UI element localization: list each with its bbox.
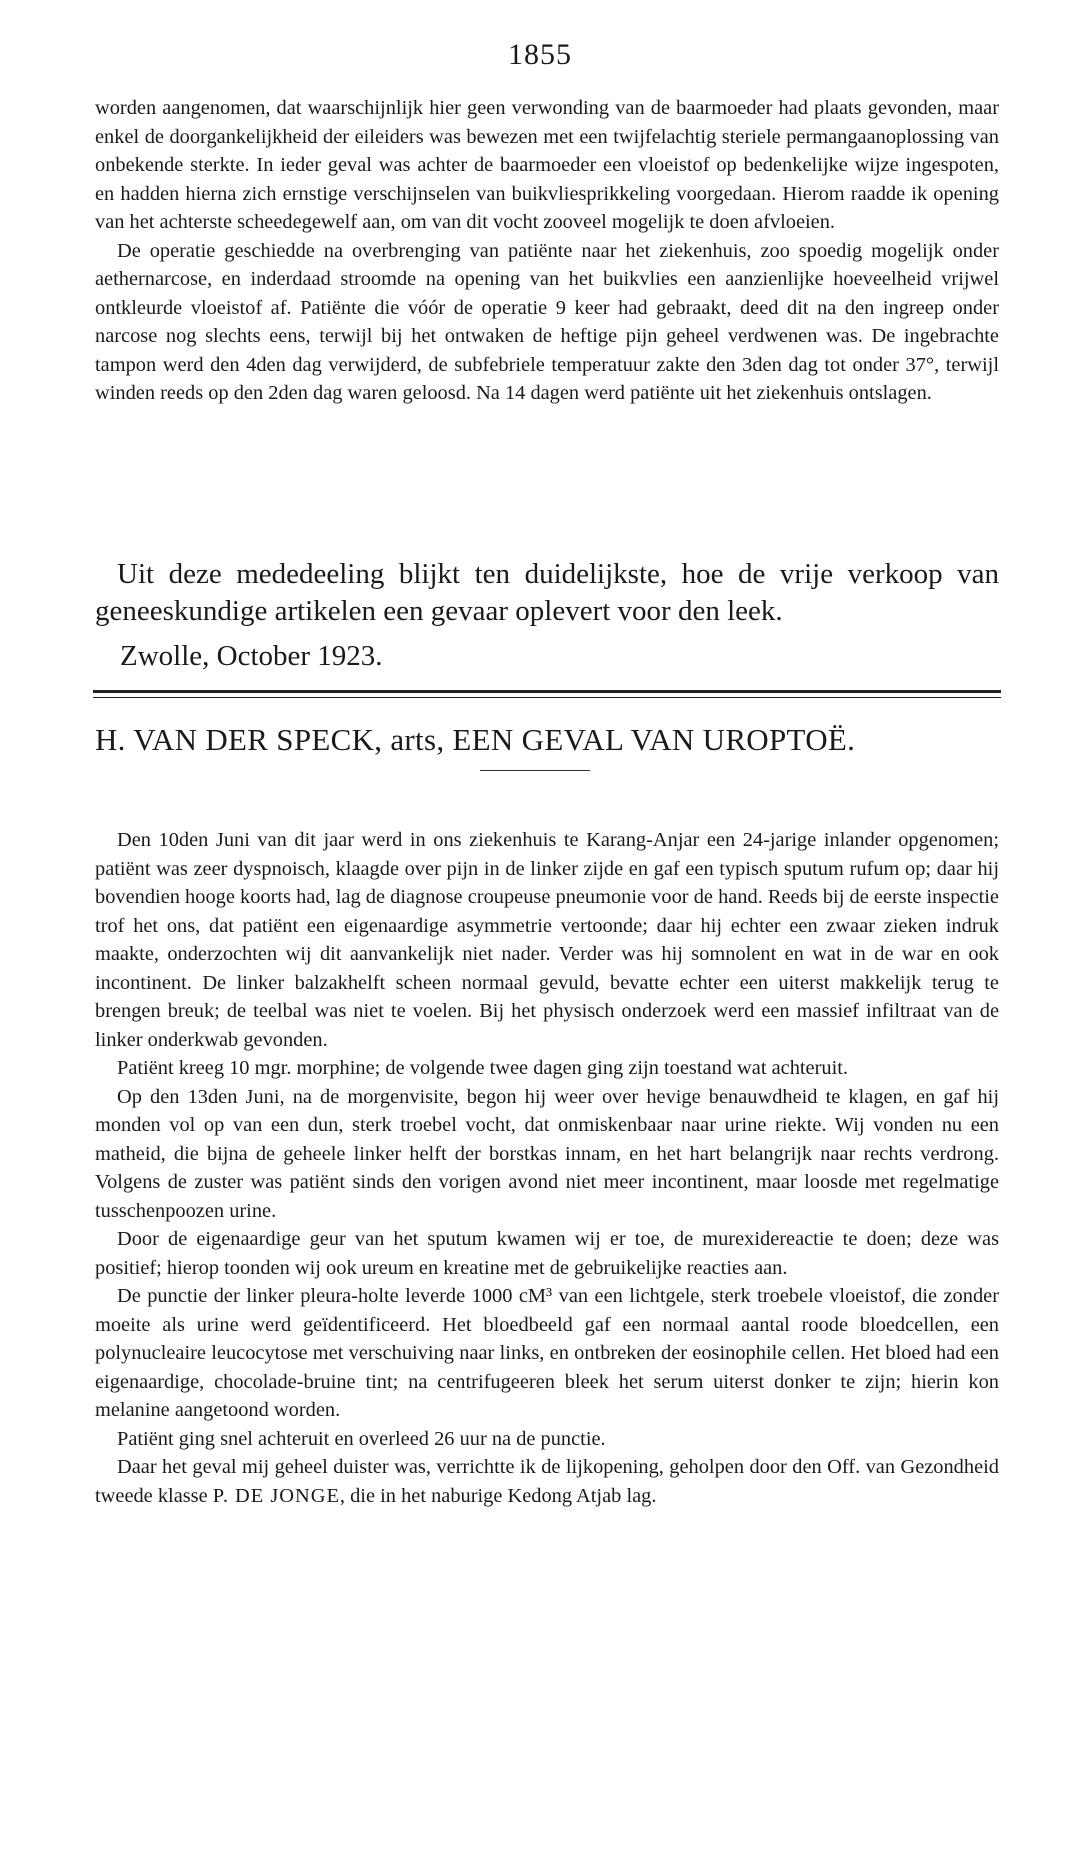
final-text-after: , die in het naburige Kedong Atjab lag. — [339, 1484, 657, 1507]
paragraph: De operatie geschiedde na overbrenging van patiënte naar het ziekenhuis, zoo spoedig mogelijk onder aethernarcose, en inderdaad stroomde na opening van het buikvlies een aanzienlijke hoeveelheid vrijwel ontkleurde vloeistof af. Patiënte die vóór de operatie 9 keer had gebraakt, deed dit na den ingreep onder narcose nog slechts eens, terwijl bij het ontwaken de heftige pijn geheel verdwenen was. De ingebrachte tampon werd den 4den dag verwijderd, de subfebriele temperatuur zakte den 3den dag tot onder 37°, terwijl winden reeds op den 2den dag waren geloosd. Na 14 dagen werd patiënte uit het ziekenhuis ontslagen. — [95, 239, 999, 404]
signoff: Zwolle, October 1923. — [120, 640, 383, 672]
paragraph-final — [95, 1453, 999, 1510]
paragraph: Den 10den Juni van dit jaar werd in ons ziekenhuis te Karang-Anjar een 24-jarige inlander opgenomen; patiënt was zeer dyspnoisch, klaagde over pijn in de linker zijde en gaf een typisch sputum rufum op; daar hij bovendien hooge koorts had, lag de diagnose croupeuse pneumonie voor de hand. Reeds bij de eerste inspectie trof het ons, dat patiënt een eigenaardige asymmetrie vertoonde; daar hij echter een zwaar zieken indruk maakte, onderzochten wij dit aanvankelijk niet nader. Verder was hij somnolent en wat in de war en ook incontinent. De linker balzakhelft scheen normaal gevuld, bevatte echter een uiterst makkelijk terug te brengen breuk; de teelbal was niet te voelen. Bij het physisch onderzoek werd een massief infiltraat van de linker onderkwab gevonden. — [95, 829, 999, 1051]
paragraph: Patiënt kreeg 10 mgr. morphine; de volgende twee dagen ging zijn toestand wat achteruit. — [117, 1057, 849, 1079]
conclusion: Uit deze mededeeling blijkt ten duidelijkste, hoe de vrije verkoop van geneeskundige artikelen een gevaar oplevert voor den leek. — [95, 558, 999, 627]
conclusion-block — [95, 556, 999, 630]
article-body — [95, 826, 999, 1510]
final-text-before: Daar het geval mij geheel duister was, verrichtte ik de lijkopening, geholpen door den Off. van Gezondheid tweede klasse — [95, 1456, 999, 1507]
page-number: 1855 — [508, 38, 572, 71]
paragraph: Patiënt ging snel achteruit en overleed 26 uur na de punctie. — [117, 1427, 606, 1450]
paragraph: worden aangenomen, dat waarschijnlijk hier geen verwonding van de baarmoeder had plaats gevonden, maar enkel de doorgankelijkheid der eileiders was bewezen met een twijfelachtig steriele permangaanoplossing van onbekende sterkte. In ieder geval was achter de baarmoeder een vloeistof op bedenkelijke wijze ingespoten, en hadden hierna zich ernstige verschijnselen van buikvliesprikkeling voorgedaan. Hierom raadde ik opening van het achterste scheedegewelf aan, om van dit vocht zooveel mogelijk te doen afvloeien. — [95, 97, 999, 233]
article-heading: H. VAN DER SPECK, arts, EEN GEVAL VAN UROPTOË. — [95, 722, 856, 757]
person-name: P. DE JONGE — [212, 1484, 340, 1507]
paragraph: De punctie der linker pleura-holte leverde 1000 cM³ van een lichtgele, sterk troebele vloeistof, die zonder moeite als urine werd geïdentificeerd. Het bloedbeeld gaf een normaal aantal roode bloedcellen, een polynucleaire leucocytose met verschuiving naar links, en ontbreken der eosinophile cellen. Het bloed had een eigenaardige, chocolade-bruine tint; na centrifugeeren bleek het serum uiterst donker te zijn; hierin kon melanine aangetoond worden. — [95, 1285, 999, 1421]
section-rule-thin — [93, 697, 1001, 698]
paragraph: Door de eigenaardige geur van het sputum kwamen wij er toe, de murexidereactie te doen; deze was positief; hierop toonden wij ook ureum en kreatine met de gebruikelijke reacties aan. — [95, 1228, 999, 1279]
heading-rule — [480, 770, 590, 771]
section-rule — [93, 690, 1001, 693]
continued-text — [95, 94, 999, 408]
paragraph: Op den 13den Juni, na de morgenvisite, begon hij weer over hevige benauwdheid te klagen, en gaf hij monden vol op van een dun, sterk troebel vocht, dat onmiskenbaar naar urine riekte. Wij vonden nu een matheid, die bijna de geheele linker helft der borstkas innam, en het hart belangrijk naar rechts verdrong. Volgens de zuster was patiënt sinds den vorigen avond niet meer incontinent, maar loosde met regelmatige tusschenpoozen urine. — [95, 1085, 999, 1222]
